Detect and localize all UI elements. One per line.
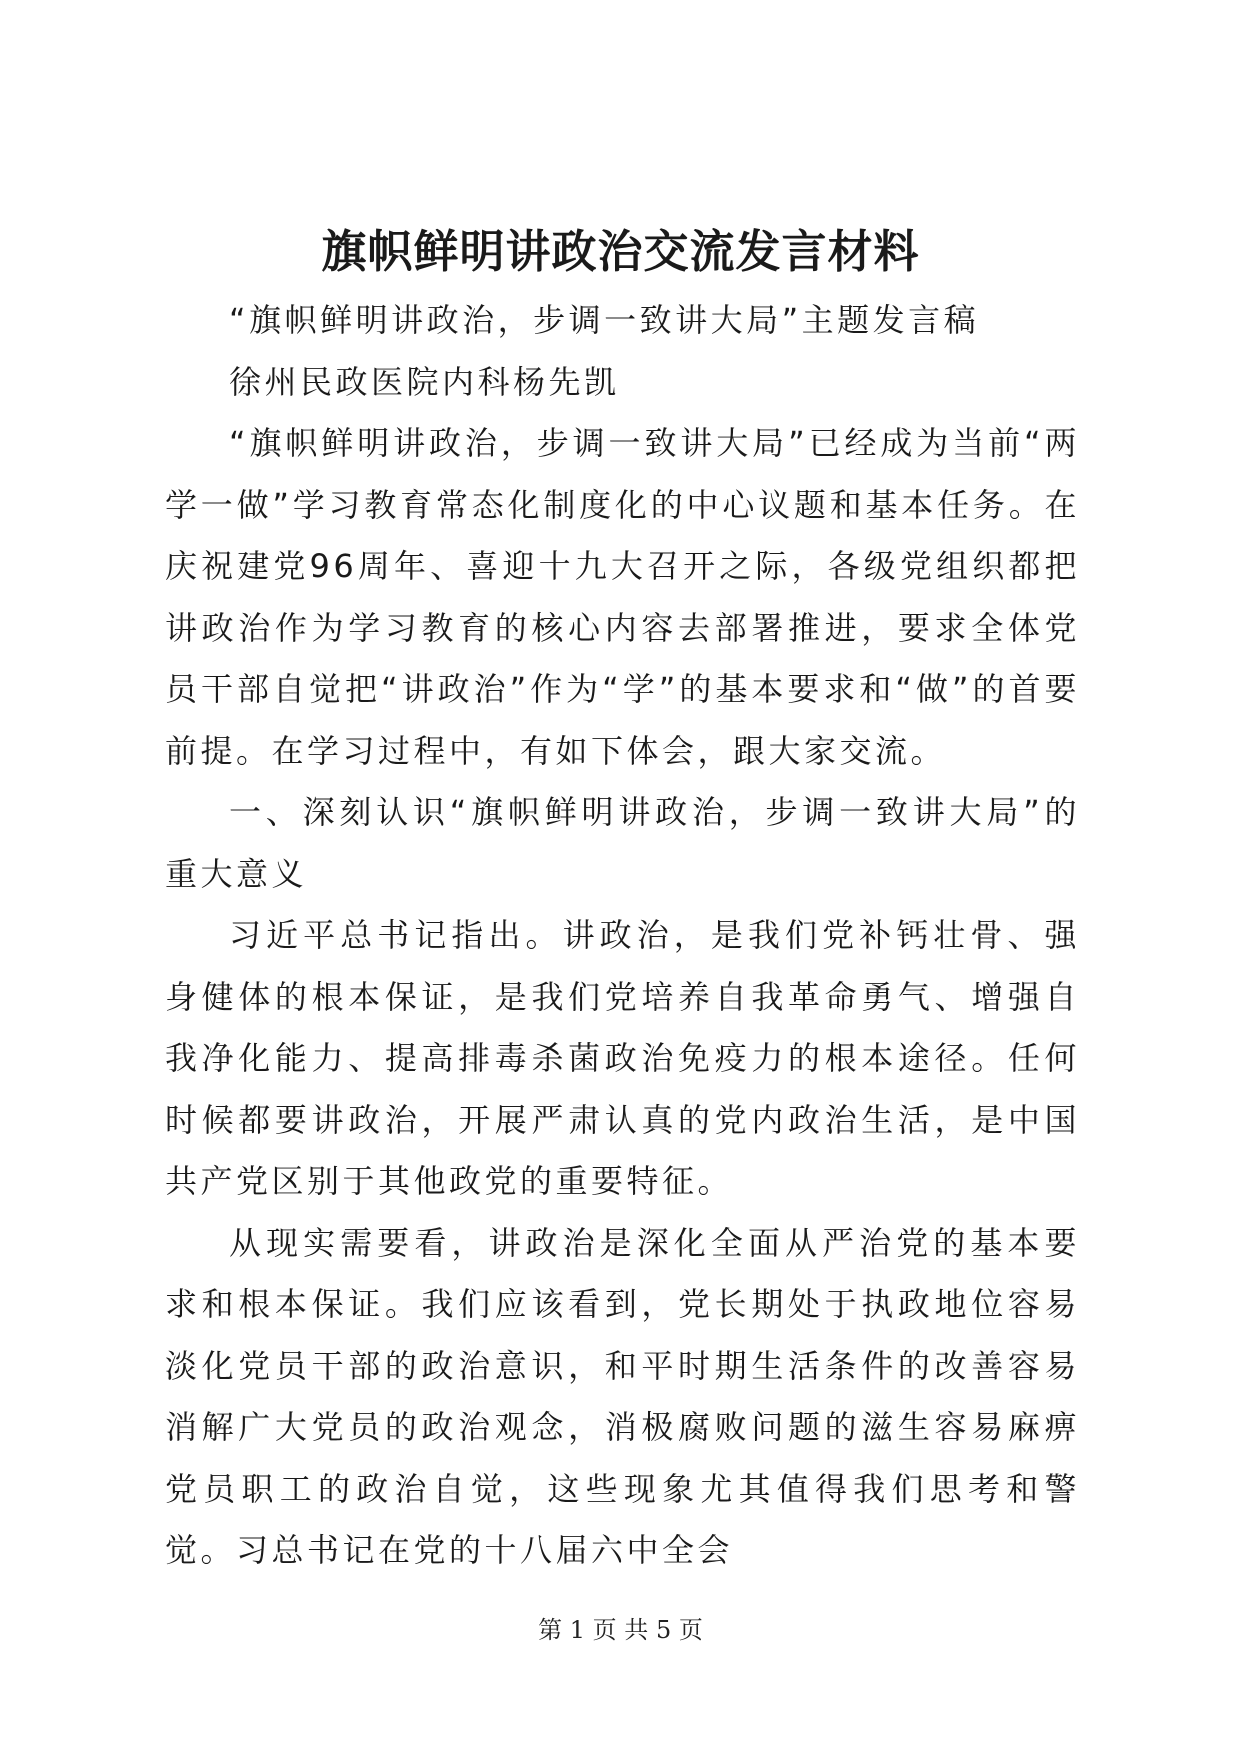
document-body bbox=[165, 290, 1080, 1582]
section-heading: 一、深刻认识“旗帜鲜明讲政治，步调一致讲大局”的重大意义 bbox=[165, 793, 1080, 893]
body-paragraph: “旗帜鲜明讲政治，步调一致讲大局”已经成为当前“两学一做”学习教育常态化制度化的中心议题和基本任务。在庆祝建党96周年、喜迎十九大召开之际，各级党组织都把讲政治作为学习教育的核心内容去部署推进，要求全体党员干部自觉把“讲政治”作为“学”的基本要求和“做”的首要前提。在学习过程中，有如下体会，跟大家交流。 bbox=[165, 424, 1080, 770]
page-number-footer: 第 1 页 共 5 页 bbox=[538, 1616, 703, 1644]
document-title: 旗帜鲜明讲政治交流发言材料 bbox=[321, 225, 920, 278]
body-paragraph: 从现实需要看，讲政治是深化全面从严治党的基本要求和根本保证。我们应该看到，党长期处于执政地位容易淡化党员干部的政治意识，和平时期生活条件的改善容易消解广大党员的政治观念，消极腐败问题的滋生容易麻痹党员职工的政治自觉，这些现象尤其值得我们思考和警觉。习总书记在党的十八届六中全会 bbox=[165, 1223, 1080, 1569]
body-paragraph: 习近平总书记指出。讲政治，是我们党补钙壮骨、强身健体的根本保证，是我们党培养自我革命勇气、增强自我净化能力、提高排毒杀菌政治免疫力的根本途径。任何时候都要讲政治，开展严肃认真的党内政治生活，是中国共产党区别于其他政党的重要特征。 bbox=[165, 916, 1080, 1200]
subtitle-paragraph: “旗帜鲜明讲政治，步调一致讲大局”主题发言稿 bbox=[229, 301, 980, 339]
author-paragraph: 徐州民政医院内科杨先凯 bbox=[229, 362, 620, 401]
